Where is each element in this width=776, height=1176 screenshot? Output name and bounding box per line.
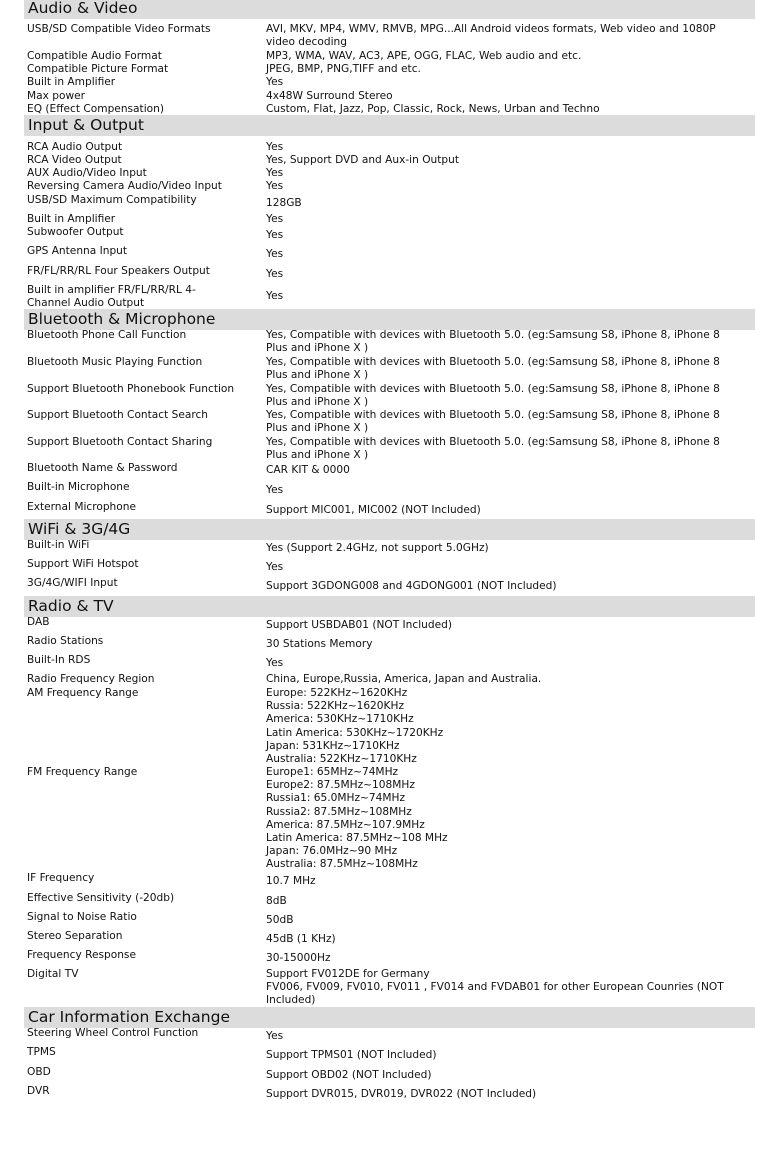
spec-label: Frequency Response [27,949,136,961]
spec-value: Europe: 522KHz~1620KHz Russia: 522KHz~1620KHz America: 530KHz~1710KHz Latin America: 530KHz~1720KHz Japan: 531KHz~1710KHz Australia: 522KHz~1710KHz [266,687,444,766]
spec-value: CAR KIT & 0000 [266,464,350,476]
spec-value: 128GB [266,197,302,209]
spec-value: Yes (Support 2.4GHz, not support 5.0GHz) [266,542,489,554]
spec-label: Signal to Noise Ratio [27,911,137,923]
spec-label: Bluetooth Phone Call Function [27,329,187,341]
spec-label: IF Frequency [27,872,95,884]
spec-value: 45dB (1 KHz) [266,933,336,945]
spec-value: Support FV012DE for Germany FV006, FV009, FV010, FV011 , FV014 and FVDAB01 for other European Counries (NOT Included) [266,968,724,1007]
spec-label: DVR [27,1085,50,1097]
spec-value: 50dB [266,914,294,926]
spec-label: 3G/4G/WIFI Input [27,577,118,589]
spec-value: Support OBD02 (NOT Included) [266,1069,432,1081]
spec-value: Yes [266,248,284,260]
spec-label: Reversing Camera Audio/Video Input [27,180,222,192]
spec-value: China, Europe,Russia, America, Japan and Australia. [266,673,542,685]
spec-value: Yes, Compatible with devices with Bluetooth 5.0. (eg:Samsung S8, iPhone 8, iPhone 8 Plus and iPhone X ) [266,383,720,409]
spec-label: TPMS [27,1046,56,1058]
spec-value: Support 3GDONG008 and 4GDONG001 (NOT Included) [266,580,557,592]
spec-value: Yes [266,657,284,669]
spec-value: Europe1: 65MHz~74MHz Europe2: 87.5MHz~108MHz Russia1: 65.0MHz~74MHz Russia2: 87.5MHz~108MHz America: 87.5MHz~107.9MHz Latin America: 87.5MHz~108 MHz Japan: 76.0MHz~90 MHz Australia: 87.5MHz~108MHz [266,766,448,871]
section-header-input-output: Input & Output [24,115,755,136]
section-header-radio-tv: Radio & TV [24,596,755,617]
spec-label: Bluetooth Music Playing Function [27,356,203,368]
spec-label: Compatible Picture Format [27,63,169,75]
spec-label: DAB [27,616,50,628]
spec-label: Support Bluetooth Contact Search [27,409,209,421]
spec-label: USB/SD Maximum Compatibility [27,194,197,206]
spec-label: AM Frequency Range [27,687,139,699]
spec-label: OBD [27,1066,51,1078]
spec-label: Built-in Microphone [27,481,130,493]
spec-label: Radio Frequency Region [27,673,155,685]
spec-label: Built in amplifier FR/FL/RR/RL 4-Channel Audio Output [27,284,196,310]
spec-label: USB/SD Compatible Video Formats [27,23,211,35]
spec-label: Support Bluetooth Phonebook Function [27,383,235,395]
spec-label: FM Frequency Range [27,766,138,778]
spec-value: JPEG, BMP, PNG,TIFF and etc. [266,63,421,75]
spec-label: Effective Sensitivity (-20db) [27,892,175,904]
spec-label: Max power [27,90,86,102]
spec-value: Yes [266,229,284,241]
section-header-wifi-3g-4g: WiFi & 3G/4G [24,519,755,540]
spec-label: Support Bluetooth Contact Sharing [27,436,213,448]
spec-label: GPS Antenna Input [27,245,128,257]
spec-value: Yes [266,268,284,280]
spec-label: Radio Stations [27,635,104,647]
spec-value: AVI, MKV, MP4, WMV, RMVB, MPG...All Android videos formats, Web video and 1080P video decoding [266,23,716,49]
section-header-bluetooth-microphone: Bluetooth & Microphone [24,309,755,330]
spec-label: RCA Video Output [27,154,122,166]
section-header-audio-video: Audio & Video [24,0,755,19]
spec-value: Support MIC001, MIC002 (NOT Included) [266,504,481,516]
spec-value: Yes [266,213,284,225]
section-header-car-info: Car Information Exchange [24,1007,755,1028]
spec-label: FR/FL/RR/RL Four Speakers Output [27,265,210,277]
spec-value: 30 Stations Memory [266,638,373,650]
spec-label: Steering Wheel Control Function [27,1027,199,1039]
spec-label: Built in Amplifier [27,76,116,88]
spec-value: Yes [266,141,284,153]
spec-value: 10.7 MHz [266,875,316,887]
spec-value: Support DVR015, DVR019, DVR022 (NOT Included) [266,1088,537,1100]
spec-label: External Microphone [27,501,136,513]
spec-value: Yes [266,167,284,179]
spec-label: Bluetooth Name & Password [27,462,178,474]
spec-label: Subwoofer Output [27,226,124,238]
spec-value: Yes, Compatible with devices with Bluetooth 5.0. (eg:Samsung S8, iPhone 8, iPhone 8 Plus and iPhone X ) [266,356,720,382]
spec-value: Yes [266,561,284,573]
spec-value: Custom, Flat, Jazz, Pop, Classic, Rock, News, Urban and Techno [266,103,600,115]
spec-label: Built-in WiFi [27,539,90,551]
spec-label: Built in Amplifier [27,213,116,225]
spec-value: MP3, WMA, WAV, AC3, APE, OGG, FLAC, Web audio and etc. [266,50,582,62]
spec-value: 4x48W Surround Stereo [266,90,393,102]
spec-label: Stereo Separation [27,930,123,942]
spec-value: 30-15000Hz [266,952,331,964]
spec-label: Support WiFi Hotspot [27,558,139,570]
spec-label: Compatible Audio Format [27,50,162,62]
spec-label: Built-In RDS [27,654,91,666]
spec-value: Yes [266,290,284,302]
spec-value: Yes, Compatible with devices with Bluetooth 5.0. (eg:Samsung S8, iPhone 8, iPhone 8 Plus and iPhone X ) [266,409,720,435]
spec-value: 8dB [266,895,287,907]
spec-value: Yes, Support DVD and Aux-in Output [266,154,459,166]
spec-value: Yes [266,1030,284,1042]
spec-value: Yes [266,76,284,88]
spec-label: EQ (Effect Compensation) [27,103,164,115]
spec-value: Support TPMS01 (NOT Included) [266,1049,437,1061]
spec-label: AUX Audio/Video Input [27,167,147,179]
spec-label: Digital TV [27,968,79,980]
spec-value: Yes [266,484,284,496]
spec-value: Yes, Compatible with devices with Bluetooth 5.0. (eg:Samsung S8, iPhone 8, iPhone 8 Plus and iPhone X ) [266,436,720,462]
spec-value: Support USBDAB01 (NOT Included) [266,619,452,631]
spec-label: RCA Audio Output [27,141,123,153]
spec-value: Yes [266,180,284,192]
spec-value: Yes, Compatible with devices with Bluetooth 5.0. (eg:Samsung S8, iPhone 8, iPhone 8 Plus and iPhone X ) [266,329,720,355]
